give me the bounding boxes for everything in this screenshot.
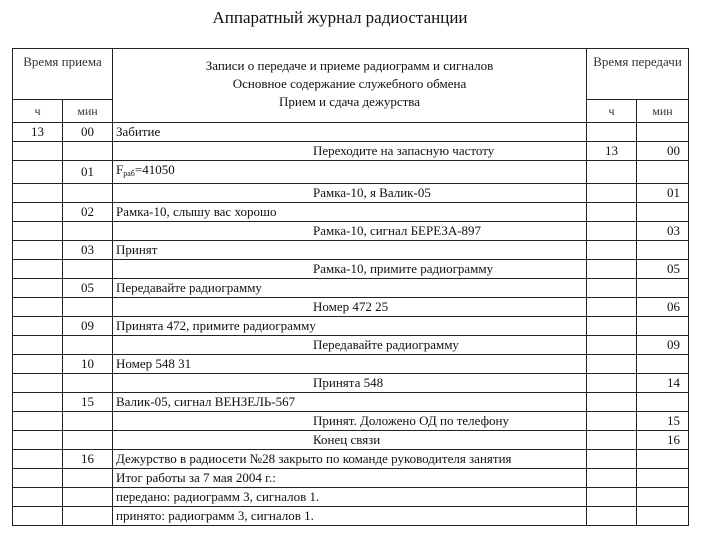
table-row [13, 431, 689, 450]
send-hour-cell [587, 161, 637, 184]
receive-minute-cell [63, 142, 113, 161]
receive-minute-cell [63, 431, 113, 450]
table-row [13, 260, 689, 279]
receive-hour-cell [13, 374, 63, 393]
send-minute-cell [637, 317, 689, 336]
send-hour-cell [587, 412, 637, 431]
receive-hour-cell [13, 393, 63, 412]
table-row [13, 184, 689, 203]
table-row [13, 374, 689, 393]
receive-minute-cell [63, 488, 113, 507]
send-hour-cell [587, 355, 637, 374]
receive-minute-cell: 00 [63, 123, 113, 142]
send-minute-cell: 09 [637, 336, 689, 355]
send-minute-cell: 00 [637, 142, 689, 161]
receive-hour-cell [13, 355, 63, 374]
receive-minute-cell: 05 [63, 279, 113, 298]
receive-hour-cell [13, 317, 63, 336]
receive-minute-cell [63, 507, 113, 526]
receive-hour-cell: 13 [13, 123, 63, 142]
receive-hour-cell [13, 469, 63, 488]
send-hour-cell [587, 469, 637, 488]
send-minute-cell: 03 [637, 222, 689, 241]
records-header [113, 49, 587, 123]
table-row [13, 203, 689, 222]
receive-hour-cell [13, 412, 63, 431]
table-row [13, 161, 689, 184]
send-minute-cell [637, 161, 689, 184]
record-text-cell: Принята 548 [113, 374, 587, 393]
records-header-line1: Записи о передаче и приеме радиограмм и сигналов [205, 58, 494, 73]
table-row [13, 469, 689, 488]
receive-minute-cell [63, 184, 113, 203]
receive-hour-cell [13, 161, 63, 184]
receive-hour-cell [13, 260, 63, 279]
table-row [13, 317, 689, 336]
receive-hour-cell [13, 431, 63, 450]
send-minute-cell [637, 123, 689, 142]
send-minute-cell [637, 355, 689, 374]
receive-hour-cell [13, 203, 63, 222]
send-minute-cell [637, 203, 689, 222]
receive-hour-cell [13, 222, 63, 241]
send-minute-cell [637, 241, 689, 260]
receive-hour-cell [13, 507, 63, 526]
log-table [12, 48, 689, 526]
table-row [13, 507, 689, 526]
header-row [13, 49, 689, 100]
table-row [13, 142, 689, 161]
record-text-cell: принято: радиограмм 3, сигналов 1. [113, 507, 587, 526]
receive-minute-cell: 16 [63, 450, 113, 469]
send-hour-cell [587, 336, 637, 355]
record-text-cell: Передавайте радиограмму [113, 336, 587, 355]
send-hours-header: ч [587, 100, 637, 123]
receive-hour-cell [13, 298, 63, 317]
receive-minute-cell [63, 336, 113, 355]
send-minute-cell [637, 450, 689, 469]
send-minute-cell [637, 507, 689, 526]
send-time-header: Время передачи [587, 49, 689, 100]
send-minute-cell: 15 [637, 412, 689, 431]
record-text-cell: Валик-05, сигнал ВЕНЗЕЛЬ-567 [113, 393, 587, 412]
record-text-cell: Дежурство в радиосети №28 закрыто по команде руководителя занятия [113, 450, 587, 469]
record-text-cell: Конец связи [113, 431, 587, 450]
receive-minute-cell: 03 [63, 241, 113, 260]
receive-minute-cell: 15 [63, 393, 113, 412]
table-row [13, 336, 689, 355]
send-minute-cell: 06 [637, 298, 689, 317]
record-text-cell: Забитие [113, 123, 587, 142]
record-text-cell: Переходите на запасную частоту [113, 142, 587, 161]
receive-minute-cell [63, 260, 113, 279]
receive-minute-cell [63, 469, 113, 488]
send-hour-cell [587, 431, 637, 450]
receive-hour-cell [13, 184, 63, 203]
send-hour-cell [587, 507, 637, 526]
receive-minute-cell: 09 [63, 317, 113, 336]
receive-minute-cell [63, 374, 113, 393]
send-hour-cell [587, 450, 637, 469]
page-title: Аппаратный журнал радиостанции [212, 8, 468, 27]
send-minute-cell: 01 [637, 184, 689, 203]
send-minute-cell [637, 393, 689, 412]
receive-hour-cell [13, 336, 63, 355]
record-text-cell: Принят. Доложено ОД по телефону [113, 412, 587, 431]
record-text-cell: Рамка-10, сигнал БЕРЕЗА-897 [113, 222, 587, 241]
send-minute-cell [637, 469, 689, 488]
records-header-line2: Основное содержание служебного обмена [232, 76, 467, 91]
receive-hour-cell [13, 488, 63, 507]
send-hour-cell [587, 123, 637, 142]
table-row [13, 222, 689, 241]
send-hour-cell: 13 [587, 142, 637, 161]
receive-minute-cell [63, 298, 113, 317]
send-minute-cell: 16 [637, 431, 689, 450]
table-row [13, 488, 689, 507]
send-minutes-header: мин [637, 100, 689, 123]
record-text-cell: Рамка-10, примите радиограмму [113, 260, 587, 279]
record-text-cell: Fраб=41050 [113, 161, 587, 184]
table-row [13, 279, 689, 298]
receive-hours-header: ч [13, 100, 63, 123]
table-row [13, 412, 689, 431]
table-row [13, 241, 689, 260]
receive-minute-cell [63, 222, 113, 241]
send-minute-cell [637, 488, 689, 507]
send-hour-cell [587, 222, 637, 241]
receive-hour-cell [13, 450, 63, 469]
send-minute-cell: 14 [637, 374, 689, 393]
receive-minute-cell: 01 [63, 161, 113, 184]
table-row [13, 355, 689, 374]
receive-time-header: Время приема [13, 49, 113, 100]
send-hour-cell [587, 317, 637, 336]
records-header-line3: Прием и сдача дежурства [278, 94, 421, 109]
table-row [13, 450, 689, 469]
receive-minute-cell: 10 [63, 355, 113, 374]
receive-hour-cell [13, 279, 63, 298]
receive-hour-cell [13, 142, 63, 161]
send-hour-cell [587, 184, 637, 203]
send-hour-cell [587, 279, 637, 298]
send-hour-cell [587, 488, 637, 507]
record-text-cell: Принят [113, 241, 587, 260]
table-row [13, 298, 689, 317]
table-row [13, 393, 689, 412]
record-text-cell: передано: радиограмм 3, сигналов 1. [113, 488, 587, 507]
record-text-cell: Номер 472 25 [113, 298, 587, 317]
send-minute-cell: 05 [637, 260, 689, 279]
frequency-subscript: раб [123, 169, 135, 178]
receive-minute-cell: 02 [63, 203, 113, 222]
receive-hour-cell [13, 241, 63, 260]
send-minute-cell [637, 279, 689, 298]
record-text-cell: Принята 472, примите радиограмму [113, 317, 587, 336]
send-hour-cell [587, 260, 637, 279]
receive-minute-cell [63, 412, 113, 431]
record-text-cell: Номер 548 31 [113, 355, 587, 374]
send-hour-cell [587, 393, 637, 412]
record-text-cell: Итог работы за 7 мая 2004 г.: [113, 469, 587, 488]
send-hour-cell [587, 203, 637, 222]
send-hour-cell [587, 241, 637, 260]
receive-minutes-header: мин [63, 100, 113, 123]
send-hour-cell [587, 374, 637, 393]
record-text-cell: Рамка-10, слышу вас хорошо [113, 203, 587, 222]
record-text-cell: Передавайте радиограмму [113, 279, 587, 298]
table-row [13, 123, 689, 142]
send-hour-cell [587, 298, 637, 317]
record-text-cell: Рамка-10, я Валик-05 [113, 184, 587, 203]
